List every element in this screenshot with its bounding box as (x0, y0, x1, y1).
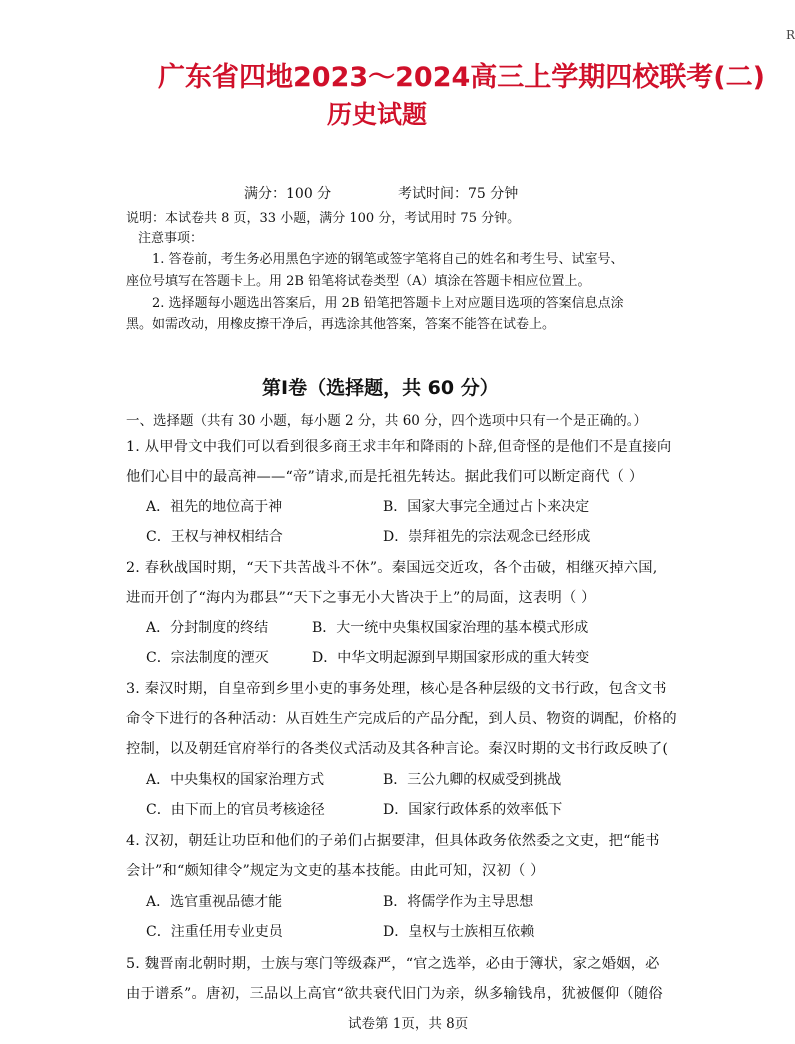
section-title: 第Ⅰ卷（选择题，共 60 分） (262, 377, 499, 399)
corner-mark: R (786, 28, 795, 42)
question-1-option-b: B．国家大事完全通过占卜来决定 (383, 499, 590, 515)
question-2-line-2: 进而开创了“海内为郡县”“天下之事无小大皆决于上”的局面，这表明（ ） (126, 590, 596, 606)
question-2-option-c: C．宗法制度的湮灭 (146, 650, 269, 666)
note-2-line-2: 黑。如需改动，用橡皮擦干净后，再选涂其他答案，答案不能答在试卷上。 (126, 317, 556, 332)
question-2-option-d: D．中华文明起源到早期国家形成的重大转变 (312, 650, 590, 666)
question-3-option-b: B．三公九卿的权威受到挑战 (383, 772, 562, 788)
question-3-option-d: D．国家行政体系的效率低下 (383, 802, 563, 818)
question-1-line-1: 1. 从甲骨文中我们可以看到很多商王求丰年和降雨的卜辞,但奇怪的是他们不是直接向 (126, 439, 672, 455)
question-1-option-d: D．崇拜祖先的宗法观念已经形成 (383, 529, 591, 545)
exam-description: 说明：本试卷共 8 页，33 小题，满分 100 分，考试用时 75 分钟。 (126, 211, 521, 226)
question-4-option-b: B．将儒学作为主导思想 (383, 894, 534, 910)
notes-heading: 注意事项： (138, 231, 204, 246)
question-3-line-3: 控制，以及朝廷官府举行的各类仪式活动及其各种言论。秦汉时期的文书行政反映了( (126, 741, 669, 757)
note-1-line-1: 1. 答卷前，考生务必用黑色字迹的钢笔或签字笔将自己的姓名和考生号、试室号、 (152, 252, 624, 267)
section-intro: 一、选择题（共有 30 小题，每小题 2 分，共 60 分，四个选项中只有一个是正确的。） (126, 413, 647, 429)
note-1-line-2: 座位号填写在答题卡上。用 2B 铅笔将试卷类型（A）填涂在答题卡相应位置上。 (126, 274, 591, 289)
question-2-option-b: B．大一统中央集权国家治理的基本模式形成 (312, 620, 589, 636)
question-2-option-a: A．分封制度的终结 (146, 620, 269, 636)
question-1-option-a: A．祖先的地位高于神 (146, 499, 283, 515)
page-footer: 试卷第 1页，共 8页 (348, 1016, 469, 1032)
question-3-line-1: 3. 秦汉时期，自皇帝到乡里小吏的事务处理，核心是各种层级的文书行政，包含文书 (126, 681, 667, 697)
question-4-line-1: 4. 汉初，朝廷让功臣和他们的子弟们占据要津，但具体政务依然委之文吏，把“能书 (126, 833, 660, 849)
question-5-line-1: 5. 魏晋南北朝时期，士族与寒门等级森严，“官之选举，必由于簿状，家之婚姻，必 (126, 956, 660, 972)
question-1-option-c: C．王权与神权相结合 (146, 529, 283, 545)
question-4-line-2: 会计”和“颇知律令”规定为文吏的基本技能。由此可知，汉初（ ） (126, 863, 545, 879)
question-4-option-c: C．注重任用专业吏员 (146, 924, 283, 940)
question-3-option-a: A．中央集权的国家治理方式 (146, 772, 325, 788)
full-score: 满分：100 分 (244, 186, 332, 202)
question-2-line-1: 2. 春秋战国时期，“天下共苦战斗不休”。秦国远交近攻，各个击破，相继灭掉六国, (126, 560, 658, 576)
exam-subject: 历史试题 (327, 100, 428, 129)
exam-time: 考试时间：75 分钟 (398, 186, 519, 202)
exam-title: 广东省四地2023～2024高三上学期四校联考(二) (158, 62, 765, 93)
question-3-line-2: 命令下进行的各种活动：从百姓生产完成后的产品分配，到人员、物资的调配，价格的 (126, 711, 677, 727)
note-2-line-1: 2. 选择题每小题选出答案后，用 2B 铅笔把答题卡上对应题目选项的答案信息点涂 (152, 296, 624, 311)
question-4-option-a: A．选官重视品德才能 (146, 894, 283, 910)
question-5-line-2: 由于谱系”。唐初，三品以上高官“欲共衰代旧门为亲，纵多输钱帛，犹被偃仰（随俗 (126, 986, 663, 1002)
question-3-option-c: C．由下而上的官员考核途径 (146, 802, 325, 818)
question-4-option-d: D．皇权与士族相互依赖 (383, 924, 535, 940)
question-1-line-2: 他们心目中的最高神——“帝”请求,而是托祖先转达。据此我们可以断定商代（ ） (126, 469, 644, 485)
